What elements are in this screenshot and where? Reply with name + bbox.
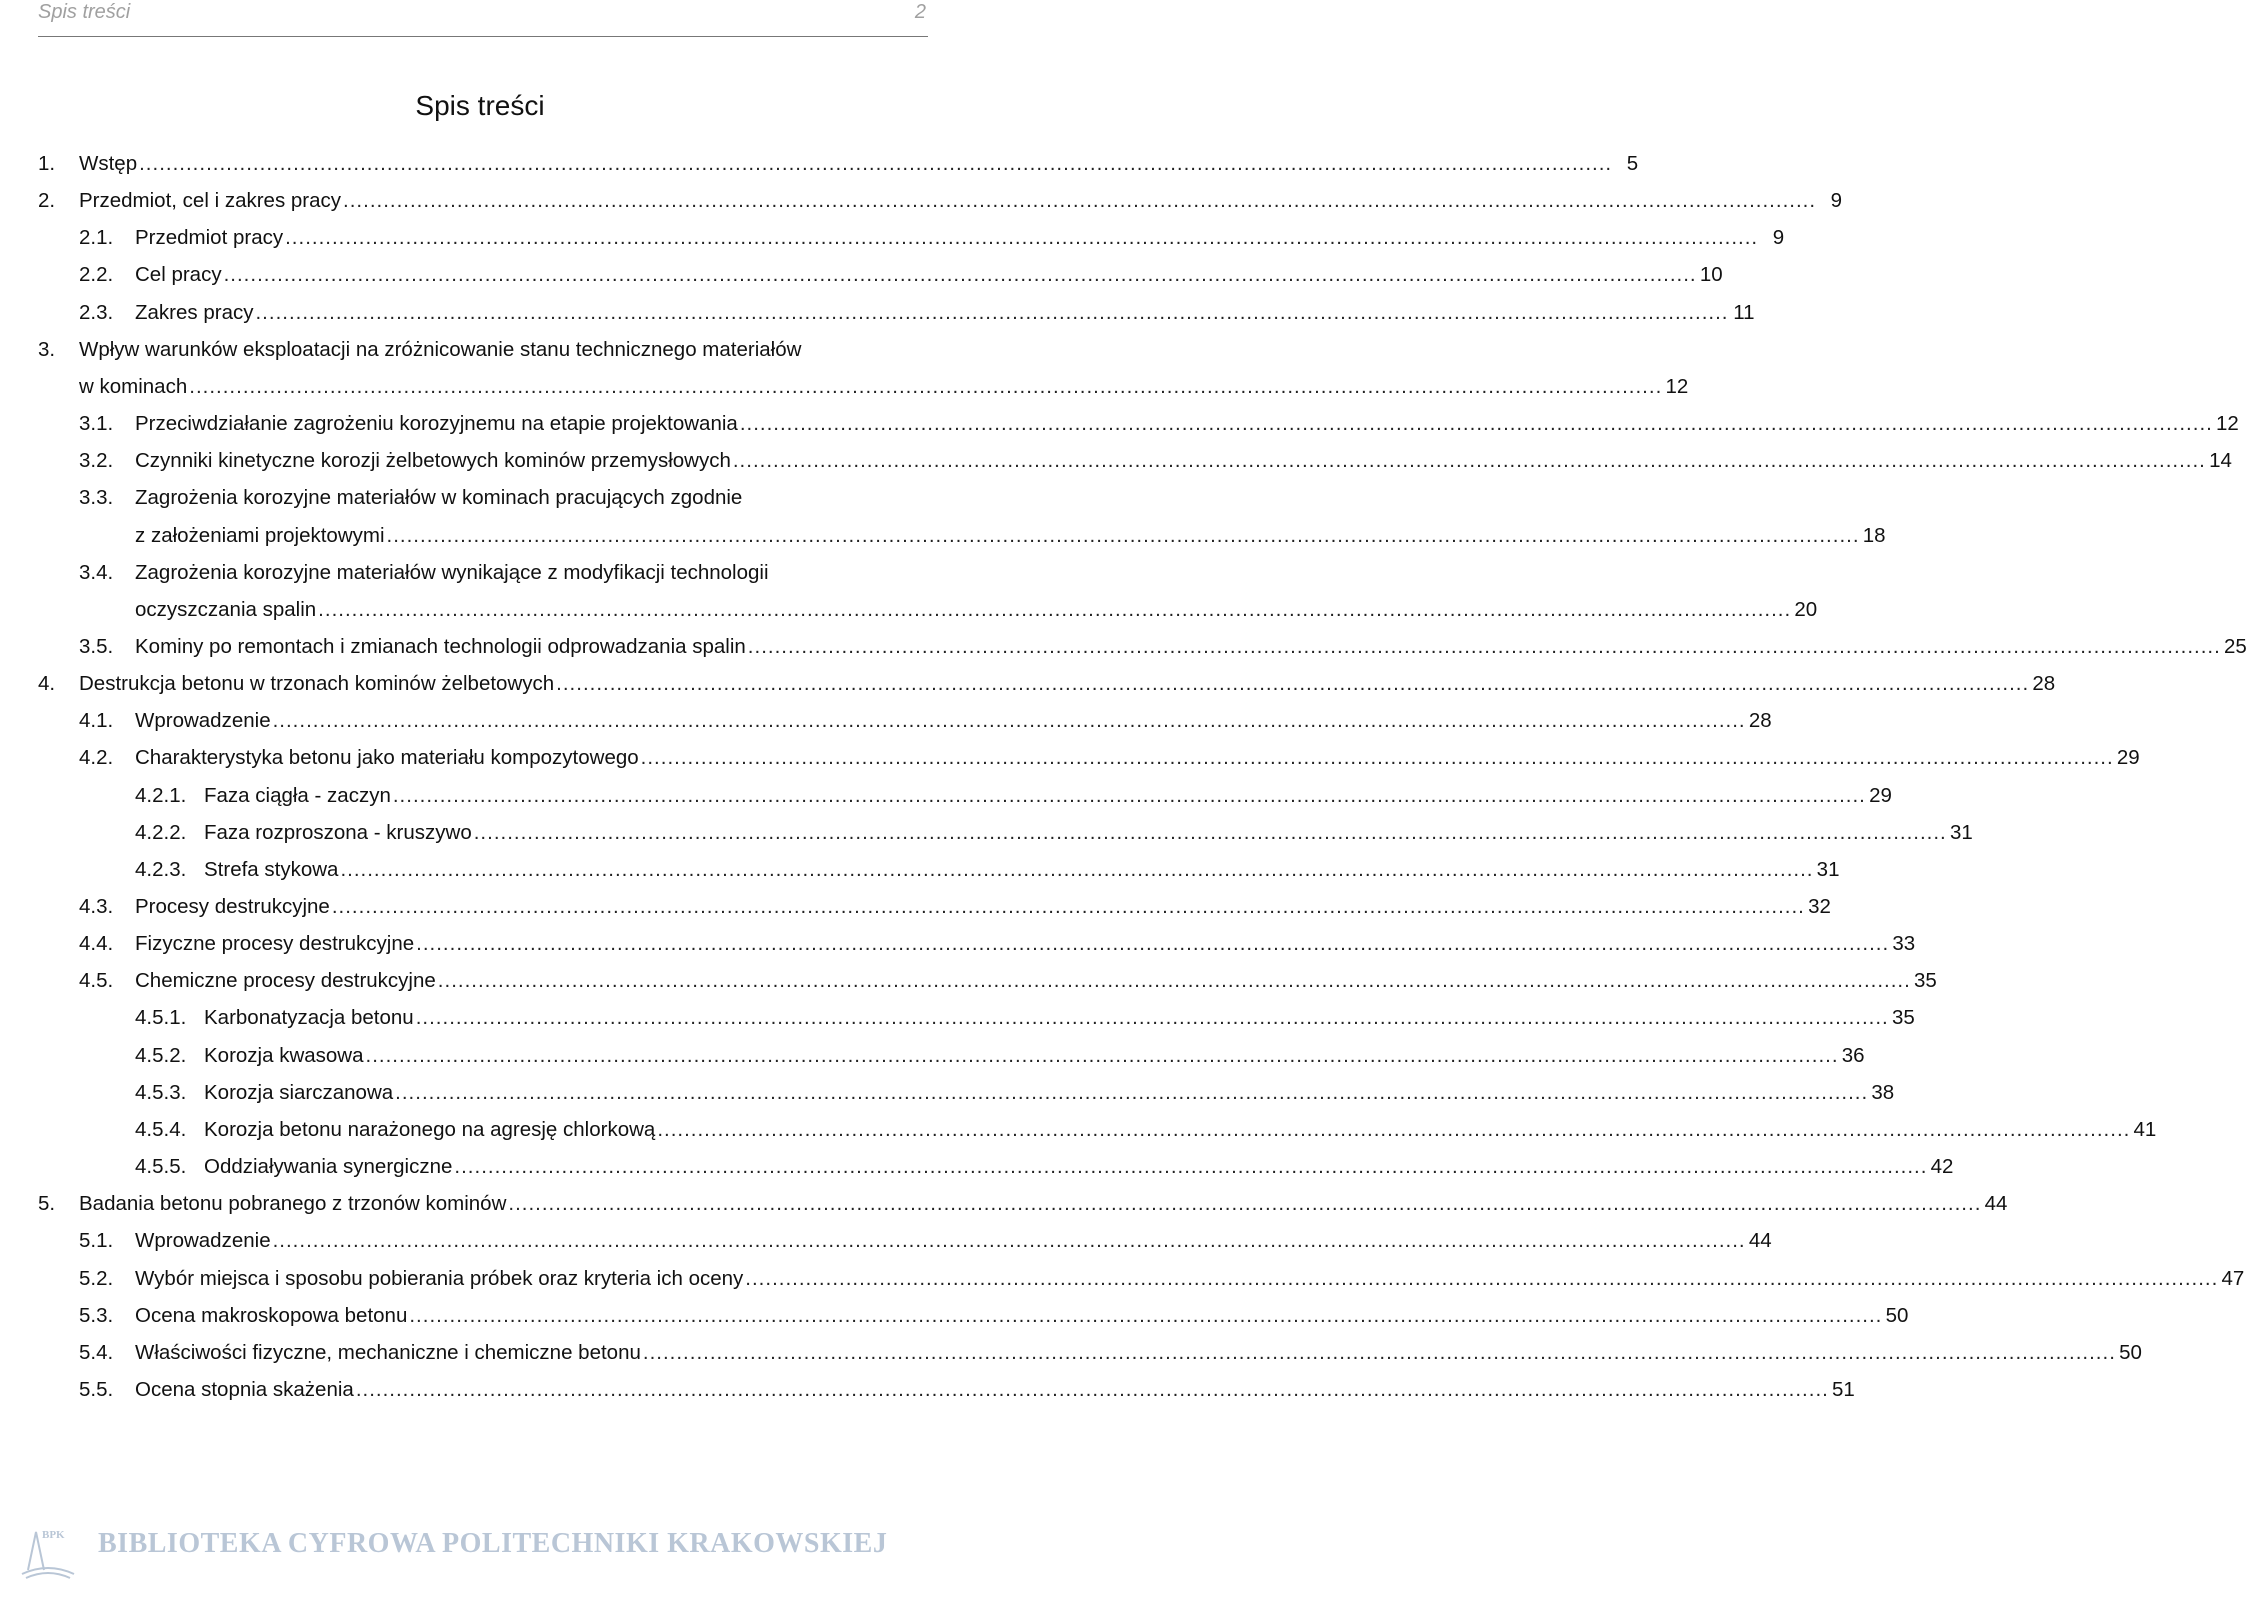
toc-entry[interactable] [0,1037,1865,1074]
toc-leader-dots: ............................................................................................................................................................................................................................ [189,374,1663,398]
toc-entry[interactable] [0,331,960,368]
toc-entry-title: Zagrożenia korozyjne materiałów w kominach pracujących zgodnie [135,486,743,510]
toc-entry-page: 41 [2133,1117,2157,1141]
toc-entry[interactable] [0,851,1840,888]
toc-entry-title: Chemiczne procesy destrukcyjne [135,969,436,993]
toc-entry-title: Fizyczne procesy destrukcyjne [135,932,415,956]
library-name: BIBLIOTEKA CYFROWA POLITECHNIKI KRAKOWSKIEJ [98,1528,888,1559]
toc-entry-number: 5.1. [79,1229,114,1253]
toc-leader-dots: ............................................................................................................................................................................................................................ [642,1340,2116,1364]
toc-entry-number: 3.2. [79,449,114,473]
toc-entry-page: 28 [1748,709,1772,733]
toc-entry-title: Zagrożenia korozyjne materiałów wynikające z modyfikacji technologii [135,560,769,584]
toc-entry-number: 4.5.4. [135,1117,187,1141]
toc-entry-number: 3. [38,337,56,361]
toc-leader-dots: ............................................................................................................................................................................................................................ [739,412,2213,436]
toc-entry-number: 5.2. [79,1266,114,1290]
toc-entry-page: 9 [1830,189,1843,213]
toc-entry-page: 33 [1892,932,1916,956]
toc-entry-title: Karbonatyzacja betonu [204,1006,414,1030]
toc-entry-title: Kominy po remontach i zmianach technologii odprowadzania spalin [135,634,746,658]
toc-entry-number: 4. [38,672,56,696]
toc-leader-dots: ............................................................................................................................................................................................................................ [392,783,1866,807]
toc-entry-number: 4.2.3. [135,857,187,881]
toc-entry-page: 50 [1885,1303,1909,1327]
toc-entry-title: Strefa stykowa [204,857,339,881]
toc-entry-title: Charakterystyka betonu jako materiału kompozytowego [135,746,639,770]
toc-entry[interactable] [0,479,960,516]
toc-entry[interactable] [0,814,1973,851]
toc-entry-page: 42 [1930,1155,1954,1179]
toc-entry[interactable] [0,182,1843,219]
toc-entry[interactable] [0,145,1639,182]
toc-entry-number: 5.5. [79,1377,114,1401]
toc-entry[interactable] [0,256,1723,293]
toc-entry-title: Wybór miejsca i sposobu pobierania próbek oraz kryteria ich oceny [135,1266,744,1290]
toc-leader-dots: ............................................................................................................................................................................................................................ [386,523,1860,547]
toc-entry-page: 18 [1862,523,1886,547]
toc-entry-title: Destrukcja betonu w trzonach kominów żelbetowych [79,672,555,696]
toc-leader-dots: ............................................................................................................................................................................................................................ [223,263,1697,287]
running-header-page-number: 2 [914,1,926,23]
toc-entry-continuation[interactable] [0,517,1886,554]
toc-entry-page: 36 [1841,1043,1865,1067]
toc-entry[interactable] [0,962,1937,999]
toc-entry-title-continued: z założeniami projektowymi [135,523,385,547]
toc-leader-dots: ............................................................................................................................................................................................................................ [318,597,1792,621]
toc-leader-dots: ............................................................................................................................................................................................................................ [343,189,1817,213]
page-title: Spis treści [415,90,545,121]
toc-entry-page: 12 [1665,374,1689,398]
toc-entry[interactable] [0,405,2239,442]
toc-entry-title: Wpływ warunków eksploatacji na zróżnicowanie stanu technicznego materiałów [79,337,802,361]
toc-entry-title: Ocena makroskopowa betonu [135,1303,408,1327]
toc-leader-dots: ............................................................................................................................................................................................................................ [473,820,1947,844]
toc-entry-title: Korozja siarczanowa [204,1080,394,1104]
toc-entry-number: 2.2. [79,263,114,287]
toc-entry-number: 4.5.5. [135,1155,187,1179]
toc-entry-title: Oddziaływania synergiczne [204,1155,453,1179]
toc-entry-page: 29 [2116,746,2140,770]
toc-entry-title-continued: w kominach [79,374,188,398]
toc-entry-title: Cel pracy [135,263,222,287]
toc-entry-number: 2.1. [79,226,114,250]
toc-entry[interactable] [0,1222,1772,1259]
toc-entry-page: 44 [1984,1192,2008,1216]
toc-entry[interactable] [0,1371,1855,1408]
toc-leader-dots: ............................................................................................................................................................................................................................ [732,449,2206,473]
toc-entry-continuation[interactable] [0,591,1818,628]
toc-entry-page: 47 [2221,1266,2245,1290]
toc-leader-dots: ............................................................................................................................................................................................................................ [508,1192,1982,1216]
toc-leader-dots: ............................................................................................................................................................................................................................ [437,969,1911,993]
toc-entry-page: 25 [2224,634,2247,658]
toc-leader-dots: ............................................................................................................................................................................................................................ [416,932,1890,956]
toc-entry-number: 5.3. [79,1303,114,1327]
toc-leader-dots: ............................................................................................................................................................................................................................ [355,1377,1829,1401]
toc-entry-number: 5.4. [79,1340,114,1364]
toc-entry-title: Faza ciągła - zaczyn [204,783,391,807]
toc-entry-number: 3.5. [79,634,114,658]
running-header [38,0,928,37]
toc-entry[interactable] [0,1148,1954,1185]
toc-entry-title: Zakres pracy [135,300,254,324]
toc-entry-page: 29 [1869,783,1892,807]
toc-entry-title: Czynniki kinetyczne korozji żelbetowych kominów przemysłowych [135,449,731,473]
toc-entry-title: Korozja kwasowa [204,1043,364,1067]
toc-entry-number: 3.1. [79,412,114,436]
toc-entry-continuation[interactable] [0,368,1689,405]
toc-leader-dots: ............................................................................................................................................................................................................................ [365,1043,1839,1067]
toc-entry-number: 4.5.1. [135,1006,187,1030]
toc-entry-number: 3.4. [79,560,114,584]
toc-leader-dots: ............................................................................................................................................................................................................................ [745,1266,2219,1290]
toc-entry-page: 9 [1772,226,1785,250]
toc-leader-dots: ............................................................................................................................................................................................................................ [640,746,2114,770]
toc-entry-number: 4.5.3. [135,1080,187,1104]
toc-entry-number: 4.5.2. [135,1043,187,1067]
toc-entry-page: 35 [1891,1006,1915,1030]
toc-entry[interactable] [0,442,2232,479]
toc-entry-title: Badania betonu pobranego z trzonów kominów [79,1192,507,1216]
toc-entry[interactable] [0,1260,2245,1297]
toc-entry-number: 4.1. [79,709,114,733]
toc-entry-number: 1. [38,152,56,175]
toc-entry-number: 2.3. [79,300,114,324]
toc-leader-dots: ............................................................................................................................................................................................................................ [657,1117,2131,1141]
toc-leader-dots: ............................................................................................................................................................................................................................ [272,1229,1746,1253]
toc-leader-dots: ............................................................................................................................................................................................................................ [331,895,1805,918]
toc-entry-page: 32 [1808,895,1831,918]
toc-entry[interactable] [0,554,960,591]
toc-leader-dots: ............................................................................................................................................................................................................................ [747,634,2221,658]
toc-entry-title: Wprowadzenie [135,1229,271,1253]
toc-entry-page: 20 [1794,597,1818,621]
toc-leader-dots: ............................................................................................................................................................................................................................ [139,152,1613,175]
toc-entry[interactable] [0,702,1772,739]
toc-entry-page: 38 [1871,1080,1895,1104]
toc-leader-dots: ............................................................................................................................................................................................................................ [272,709,1746,733]
toc-entry[interactable] [0,739,2140,776]
toc-entry-title: Faza rozproszona - kruszywo [204,820,472,844]
toc-entry-title: Przedmiot pracy [135,226,284,250]
toc-entry-number: 4.4. [79,932,114,956]
toc-entry-number: 4.2.2. [135,820,187,844]
toc-leader-dots: ............................................................................................................................................................................................................................ [415,1006,1889,1030]
toc-entry-page: 10 [1699,263,1723,287]
toc-entry-number: 4.3. [79,895,114,918]
toc-entry-page: 14 [2209,449,2232,473]
toc-entry-page: 51 [1832,1377,1855,1401]
toc-entry-title-continued: oczyszczania spalin [135,597,317,621]
toc-entry-page: 44 [1748,1229,1772,1253]
toc-entry-title: Ocena stopnia skażenia [135,1377,354,1401]
toc-leader-dots: ............................................................................................................................................................................................................................ [556,672,2030,696]
toc-entry-page: 50 [2119,1340,2142,1364]
toc-entry[interactable] [0,1297,1909,1334]
toc-entry-number: 5. [38,1192,56,1216]
toc-entry-title: Wprowadzenie [135,709,271,733]
toc-entry-page: 35 [1914,969,1937,993]
toc-entry[interactable] [0,925,1916,962]
footer [18,1522,938,1582]
toc-leader-dots: ............................................................................................................................................................................................................................ [395,1080,1869,1104]
toc-entry-page: 28 [2032,672,2056,696]
toc-entry[interactable] [0,1334,2142,1371]
toc-entry-title: Wstęp [79,152,138,175]
toc-entry-number: 4.2. [79,746,114,770]
toc-entry-title: Przedmiot, cel i zakres pracy [79,189,342,213]
toc-entry-number: 2. [38,189,56,213]
toc-entry[interactable] [0,1185,2008,1222]
toc-leader-dots: ............................................................................................................................................................................................................................ [340,857,1814,881]
toc-entry[interactable] [0,777,1892,814]
toc-entry-title: Przeciwdziałanie zagrożeniu korozyjnemu na etapie projektowania [135,412,738,436]
toc-entry-number: 4.5. [79,969,114,993]
toc-entry-number: 4.2.1. [135,783,187,807]
library-logo-icon [18,1522,82,1582]
toc-leader-dots: ............................................................................................................................................................................................................................ [255,300,1729,324]
toc-entry-title: Procesy destrukcyjne [135,895,330,918]
toc-entry-title: Korozja betonu narażonego na agresję chlorkową [204,1117,656,1141]
toc-entry-number: 3.3. [79,486,114,510]
toc-entry[interactable] [0,665,2056,702]
toc-entry[interactable] [0,1074,1895,1111]
toc-entry[interactable] [0,219,1785,256]
toc-entry-page: 31 [1816,857,1840,881]
toc-leader-dots: ............................................................................................................................................................................................................................ [285,226,1759,250]
toc-entry[interactable] [0,888,1831,925]
toc-entry[interactable] [0,294,1755,331]
toc-entry[interactable] [0,999,1915,1036]
toc-entry-page: 11 [1733,300,1755,324]
logo-text: BPK [42,1529,65,1541]
toc-leader-dots: ............................................................................................................................................................................................................................ [454,1155,1928,1179]
toc-entry-page: 31 [1949,820,1973,844]
toc-entry[interactable] [0,1111,2157,1148]
toc-entry-page: 5 [1626,152,1639,175]
toc-entry-page: 12 [2216,412,2239,436]
toc-entry-title: Właściwości fizyczne, mechaniczne i chemiczne betonu [135,1340,641,1364]
toc-leader-dots: ............................................................................................................................................................................................................................ [409,1303,1883,1327]
toc-entry[interactable] [0,628,2247,665]
running-header-title: Spis treści [38,1,131,23]
